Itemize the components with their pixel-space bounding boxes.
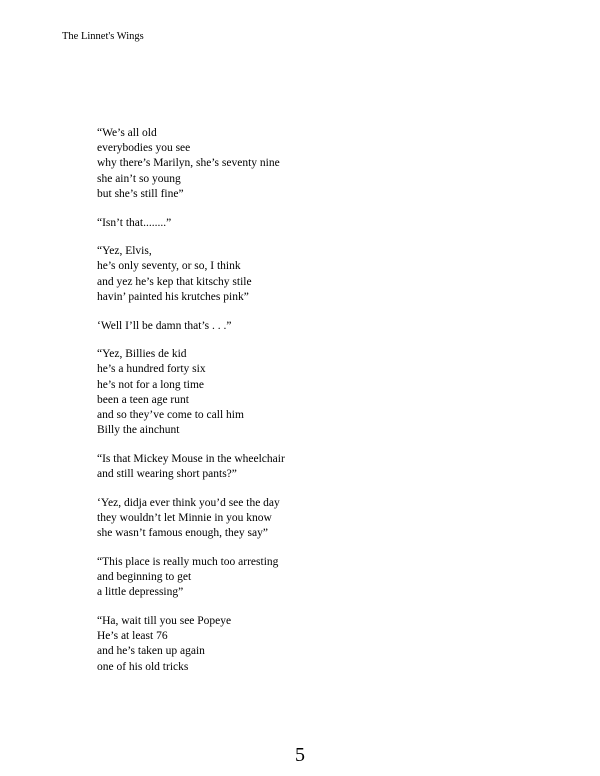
poem-line: “Yez, Billies de kid <box>97 348 187 361</box>
poem-line: “Is that Mickey Mouse in the wheelchair <box>97 452 285 465</box>
poem-line: Billy the ainchunt <box>97 424 180 437</box>
poem-line: “Yez, Elvis, <box>97 245 152 258</box>
poem-line: ‘Yez, didja ever think you’d see the day <box>97 496 280 509</box>
poem-line: He’s at least 76 <box>97 630 168 643</box>
poem-line: a little depressing” <box>97 586 184 599</box>
poem-line: he’s a hundred forty six <box>97 363 206 376</box>
poem-body <box>97 126 285 675</box>
poem-line: everybodies you see <box>97 142 191 155</box>
poem-line: and so they’ve come to call him <box>97 409 244 422</box>
poem-stanza <box>97 452 285 482</box>
poem-stanza <box>97 555 285 601</box>
poem-line: she wasn’t famous enough, they say” <box>97 527 268 540</box>
poem-stanza <box>97 319 285 334</box>
poem-stanza <box>97 614 285 675</box>
poem-stanza <box>97 496 285 542</box>
running-header: The Linnet's Wings <box>62 31 144 42</box>
poem-line: she ain’t so young <box>97 172 181 185</box>
poem-line: but she’s still fine” <box>97 187 184 200</box>
poem-line: one of his old tricks <box>97 660 189 673</box>
poem-line: “Isn’t that........” <box>97 216 172 229</box>
poem-line: and still wearing short pants?” <box>97 468 237 481</box>
poem-line: he’s only seventy, or so, I think <box>97 260 241 273</box>
poem-line: havin’ painted his krutches pink” <box>97 290 249 303</box>
page-number: 5 <box>295 744 305 766</box>
poem-line: and yez he’s kep that kitschy stile <box>97 275 252 288</box>
poem-line: “We’s all old <box>97 127 157 139</box>
poem-line: he’s not for a long time <box>97 378 204 391</box>
poem-stanza <box>97 347 285 438</box>
poem-stanza <box>97 244 285 305</box>
poem-line: and beginning to get <box>97 571 192 584</box>
poem-line: “This place is really much too arresting <box>97 555 279 568</box>
poem-line: they wouldn’t let Minnie in you know <box>97 512 272 525</box>
poem-line: why there’s Marilyn, she’s seventy nine <box>97 157 280 170</box>
poem-line: and he’s taken up again <box>97 645 205 658</box>
poem-line: “Ha, wait till you see Popeye <box>97 615 232 628</box>
poem-stanza <box>97 216 285 231</box>
poem-stanza <box>97 126 285 202</box>
poem-line: ‘Well I’ll be damn that’s . . .” <box>97 319 232 332</box>
poem-line: been a teen age runt <box>97 393 189 406</box>
